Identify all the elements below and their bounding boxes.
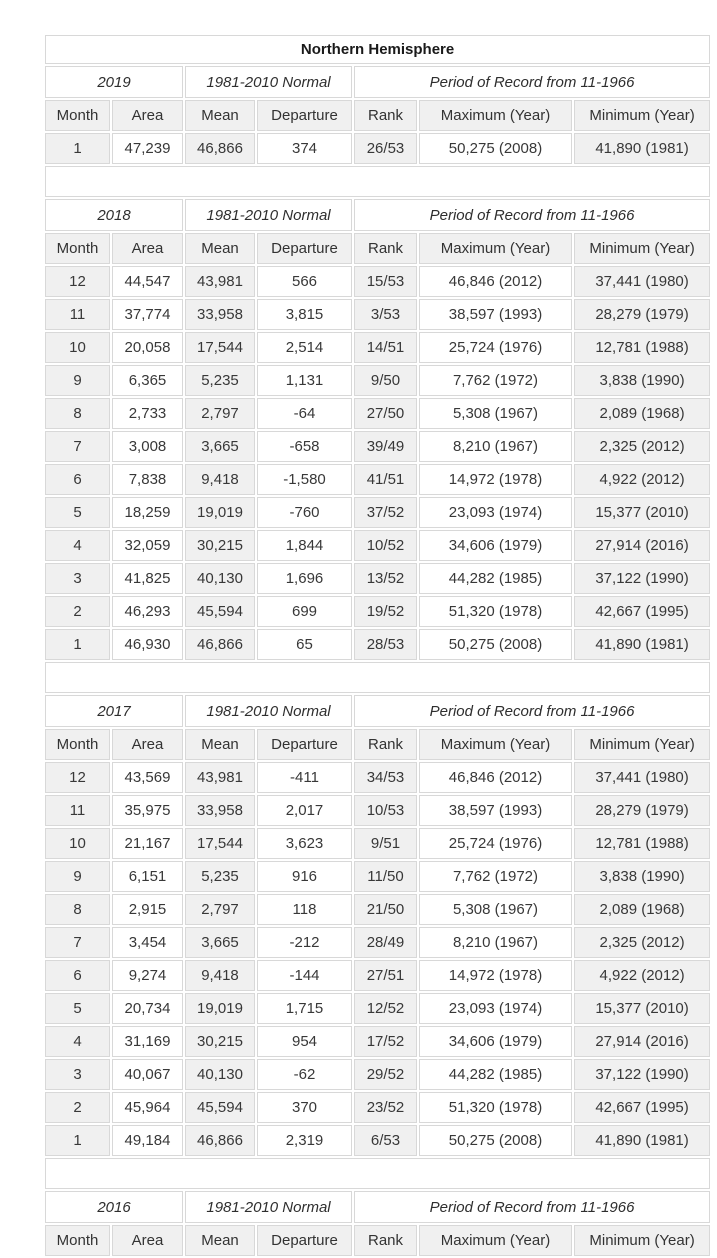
cell-mean: 40,130 [185, 563, 255, 594]
cell-month: 3 [45, 1059, 110, 1090]
cell-area: 45,964 [112, 1092, 183, 1123]
column-header-maximum: Maximum (Year) [419, 1225, 572, 1256]
cell-month: 9 [45, 365, 110, 396]
cell-mean: 3,665 [185, 431, 255, 462]
cell-minimum: 37,441 (1980) [574, 762, 710, 793]
table-row [45, 795, 710, 826]
table-row [45, 1059, 710, 1090]
cell-area: 21,167 [112, 828, 183, 859]
column-header-mean: Mean [185, 729, 255, 760]
cell-rank: 13/52 [354, 563, 417, 594]
cell-month: 12 [45, 266, 110, 297]
table-row [45, 431, 710, 462]
cell-departure: -144 [257, 960, 352, 991]
cell-maximum: 44,282 (1985) [419, 1059, 572, 1090]
cell-maximum: 50,275 (2008) [419, 133, 572, 164]
table-row [45, 563, 710, 594]
cell-month: 12 [45, 762, 110, 793]
cell-minimum: 4,922 (2012) [574, 464, 710, 495]
cell-month: 2 [45, 1092, 110, 1123]
cell-departure: 566 [257, 266, 352, 297]
cell-mean: 17,544 [185, 828, 255, 859]
cell-maximum: 46,846 (2012) [419, 762, 572, 793]
normal-group-header-cell: 1981-2010 Normal [185, 1191, 352, 1223]
column-header-departure: Departure [257, 100, 352, 131]
cell-rank: 23/52 [354, 1092, 417, 1123]
cell-area: 9,274 [112, 960, 183, 991]
cell-minimum: 37,441 (1980) [574, 266, 710, 297]
column-header-mean: Mean [185, 1225, 255, 1256]
cell-maximum: 8,210 (1967) [419, 927, 572, 958]
cell-month: 7 [45, 927, 110, 958]
page-content [43, 33, 717, 1258]
cell-departure: 3,623 [257, 828, 352, 859]
cell-maximum: 5,308 (1967) [419, 894, 572, 925]
cell-month: 5 [45, 497, 110, 528]
column-header-departure: Departure [257, 233, 352, 264]
section-spacer-row [45, 1158, 710, 1189]
snow-cover-table [43, 33, 712, 1258]
cell-maximum: 7,762 (1972) [419, 861, 572, 892]
column-header-row [45, 100, 710, 131]
cell-mean: 33,958 [185, 795, 255, 826]
cell-mean: 2,797 [185, 894, 255, 925]
spacer-cell [45, 662, 710, 693]
cell-minimum: 15,377 (2010) [574, 993, 710, 1024]
period-group-header-cell: Period of Record from 11-1966 [354, 695, 710, 727]
cell-area: 35,975 [112, 795, 183, 826]
cell-rank: 34/53 [354, 762, 417, 793]
cell-area: 18,259 [112, 497, 183, 528]
cell-rank: 28/49 [354, 927, 417, 958]
cell-maximum: 14,972 (1978) [419, 464, 572, 495]
cell-month: 4 [45, 1026, 110, 1057]
column-header-rank: Rank [354, 1225, 417, 1256]
cell-area: 44,547 [112, 266, 183, 297]
page-title: Northern Hemisphere [45, 35, 710, 64]
normal-group-header-cell: 1981-2010 Normal [185, 695, 352, 727]
table-row [45, 1092, 710, 1123]
column-header-area: Area [112, 729, 183, 760]
cell-rank: 11/50 [354, 861, 417, 892]
column-header-minimum: Minimum (Year) [574, 1225, 710, 1256]
column-header-rank: Rank [354, 233, 417, 264]
cell-area: 20,734 [112, 993, 183, 1024]
cell-departure: 2,017 [257, 795, 352, 826]
cell-month: 11 [45, 795, 110, 826]
cell-mean: 40,130 [185, 1059, 255, 1090]
cell-minimum: 37,122 (1990) [574, 563, 710, 594]
cell-month: 1 [45, 1125, 110, 1156]
cell-month: 9 [45, 861, 110, 892]
column-header-mean: Mean [185, 233, 255, 264]
cell-month: 3 [45, 563, 110, 594]
cell-area: 40,067 [112, 1059, 183, 1090]
year-header-cell: 2017 [45, 695, 183, 727]
cell-maximum: 50,275 (2008) [419, 1125, 572, 1156]
cell-area: 31,169 [112, 1026, 183, 1057]
cell-departure: -212 [257, 927, 352, 958]
cell-maximum: 38,597 (1993) [419, 795, 572, 826]
column-header-row [45, 233, 710, 264]
cell-minimum: 3,838 (1990) [574, 861, 710, 892]
cell-rank: 39/49 [354, 431, 417, 462]
cell-month: 8 [45, 398, 110, 429]
column-header-maximum: Maximum (Year) [419, 729, 572, 760]
cell-month: 6 [45, 464, 110, 495]
cell-mean: 3,665 [185, 927, 255, 958]
cell-mean: 30,215 [185, 1026, 255, 1057]
cell-area: 46,930 [112, 629, 183, 660]
cell-maximum: 44,282 (1985) [419, 563, 572, 594]
cell-rank: 10/52 [354, 530, 417, 561]
cell-area: 2,733 [112, 398, 183, 429]
year-header-row [45, 199, 710, 231]
year-header-row [45, 1191, 710, 1223]
table-title-row [45, 35, 710, 64]
column-header-maximum: Maximum (Year) [419, 100, 572, 131]
cell-minimum: 12,781 (1988) [574, 828, 710, 859]
cell-mean: 17,544 [185, 332, 255, 363]
cell-month: 2 [45, 596, 110, 627]
cell-area: 47,239 [112, 133, 183, 164]
cell-month: 1 [45, 133, 110, 164]
column-header-minimum: Minimum (Year) [574, 729, 710, 760]
table-row [45, 299, 710, 330]
cell-rank: 6/53 [354, 1125, 417, 1156]
year-header-cell: 2016 [45, 1191, 183, 1223]
year-header-row [45, 695, 710, 727]
cell-maximum: 34,606 (1979) [419, 530, 572, 561]
column-header-minimum: Minimum (Year) [574, 233, 710, 264]
cell-departure: 954 [257, 1026, 352, 1057]
column-header-area: Area [112, 1225, 183, 1256]
cell-month: 10 [45, 332, 110, 363]
cell-departure: 1,131 [257, 365, 352, 396]
table-row [45, 398, 710, 429]
cell-minimum: 15,377 (2010) [574, 497, 710, 528]
year-header-row [45, 66, 710, 98]
cell-rank: 9/51 [354, 828, 417, 859]
cell-month: 1 [45, 629, 110, 660]
cell-minimum: 41,890 (1981) [574, 133, 710, 164]
section-spacer-row [45, 662, 710, 693]
cell-departure: 1,715 [257, 993, 352, 1024]
period-group-header-cell: Period of Record from 11-1966 [354, 1191, 710, 1223]
cell-rank: 14/51 [354, 332, 417, 363]
cell-area: 41,825 [112, 563, 183, 594]
cell-rank: 10/53 [354, 795, 417, 826]
cell-mean: 46,866 [185, 133, 255, 164]
column-header-minimum: Minimum (Year) [574, 100, 710, 131]
column-header-row [45, 729, 710, 760]
table-row [45, 530, 710, 561]
cell-rank: 9/50 [354, 365, 417, 396]
table-row [45, 629, 710, 660]
cell-minimum: 41,890 (1981) [574, 629, 710, 660]
cell-maximum: 23,093 (1974) [419, 497, 572, 528]
cell-departure: -411 [257, 762, 352, 793]
cell-minimum: 2,325 (2012) [574, 927, 710, 958]
column-header-rank: Rank [354, 100, 417, 131]
cell-minimum: 27,914 (2016) [574, 1026, 710, 1057]
table-row [45, 993, 710, 1024]
cell-area: 3,008 [112, 431, 183, 462]
cell-maximum: 23,093 (1974) [419, 993, 572, 1024]
cell-minimum: 28,279 (1979) [574, 299, 710, 330]
column-header-area: Area [112, 233, 183, 264]
year-header-cell: 2018 [45, 199, 183, 231]
cell-maximum: 7,762 (1972) [419, 365, 572, 396]
cell-minimum: 41,890 (1981) [574, 1125, 710, 1156]
cell-departure: 1,844 [257, 530, 352, 561]
cell-maximum: 14,972 (1978) [419, 960, 572, 991]
cell-minimum: 42,667 (1995) [574, 596, 710, 627]
cell-departure: 916 [257, 861, 352, 892]
table-row [45, 365, 710, 396]
cell-maximum: 46,846 (2012) [419, 266, 572, 297]
cell-month: 6 [45, 960, 110, 991]
table-row [45, 861, 710, 892]
table-row [45, 828, 710, 859]
cell-mean: 9,418 [185, 960, 255, 991]
cell-rank: 37/52 [354, 497, 417, 528]
cell-area: 6,365 [112, 365, 183, 396]
cell-rank: 29/52 [354, 1059, 417, 1090]
cell-departure: -1,580 [257, 464, 352, 495]
period-group-header-cell: Period of Record from 11-1966 [354, 66, 710, 98]
cell-rank: 17/52 [354, 1026, 417, 1057]
year-header-cell: 2019 [45, 66, 183, 98]
section-spacer-row [45, 166, 710, 197]
cell-departure: 118 [257, 894, 352, 925]
cell-area: 7,838 [112, 464, 183, 495]
snow-cover-table-body [45, 35, 710, 1256]
cell-maximum: 5,308 (1967) [419, 398, 572, 429]
cell-mean: 33,958 [185, 299, 255, 330]
table-row [45, 762, 710, 793]
cell-mean: 19,019 [185, 993, 255, 1024]
cell-area: 49,184 [112, 1125, 183, 1156]
cell-minimum: 27,914 (2016) [574, 530, 710, 561]
cell-mean: 43,981 [185, 762, 255, 793]
cell-departure: 699 [257, 596, 352, 627]
column-header-month: Month [45, 233, 110, 264]
cell-maximum: 25,724 (1976) [419, 332, 572, 363]
cell-departure: -658 [257, 431, 352, 462]
cell-departure: 2,319 [257, 1125, 352, 1156]
table-row [45, 332, 710, 363]
normal-group-header-cell: 1981-2010 Normal [185, 66, 352, 98]
cell-maximum: 51,320 (1978) [419, 1092, 572, 1123]
cell-mean: 5,235 [185, 861, 255, 892]
column-header-departure: Departure [257, 1225, 352, 1256]
cell-mean: 30,215 [185, 530, 255, 561]
cell-area: 6,151 [112, 861, 183, 892]
table-row [45, 497, 710, 528]
cell-maximum: 34,606 (1979) [419, 1026, 572, 1057]
cell-departure: -62 [257, 1059, 352, 1090]
cell-rank: 21/50 [354, 894, 417, 925]
column-header-departure: Departure [257, 729, 352, 760]
cell-mean: 45,594 [185, 596, 255, 627]
cell-departure: -760 [257, 497, 352, 528]
column-header-area: Area [112, 100, 183, 131]
cell-rank: 19/52 [354, 596, 417, 627]
cell-month: 7 [45, 431, 110, 462]
cell-mean: 46,866 [185, 1125, 255, 1156]
table-row [45, 1125, 710, 1156]
spacer-cell [45, 166, 710, 197]
column-header-rank: Rank [354, 729, 417, 760]
cell-maximum: 8,210 (1967) [419, 431, 572, 462]
cell-rank: 26/53 [354, 133, 417, 164]
cell-rank: 27/51 [354, 960, 417, 991]
cell-rank: 28/53 [354, 629, 417, 660]
table-row [45, 133, 710, 164]
cell-month: 11 [45, 299, 110, 330]
cell-mean: 5,235 [185, 365, 255, 396]
cell-area: 3,454 [112, 927, 183, 958]
cell-minimum: 2,325 (2012) [574, 431, 710, 462]
table-row [45, 596, 710, 627]
column-header-mean: Mean [185, 100, 255, 131]
cell-month: 4 [45, 530, 110, 561]
cell-minimum: 12,781 (1988) [574, 332, 710, 363]
cell-mean: 43,981 [185, 266, 255, 297]
period-group-header-cell: Period of Record from 11-1966 [354, 199, 710, 231]
column-header-month: Month [45, 1225, 110, 1256]
table-row [45, 464, 710, 495]
cell-rank: 12/52 [354, 993, 417, 1024]
cell-minimum: 42,667 (1995) [574, 1092, 710, 1123]
cell-minimum: 28,279 (1979) [574, 795, 710, 826]
spacer-cell [45, 1158, 710, 1189]
cell-departure: 370 [257, 1092, 352, 1123]
cell-area: 2,915 [112, 894, 183, 925]
cell-rank: 3/53 [354, 299, 417, 330]
column-header-month: Month [45, 100, 110, 131]
cell-maximum: 51,320 (1978) [419, 596, 572, 627]
cell-area: 37,774 [112, 299, 183, 330]
cell-mean: 45,594 [185, 1092, 255, 1123]
cell-minimum: 3,838 (1990) [574, 365, 710, 396]
normal-group-header-cell: 1981-2010 Normal [185, 199, 352, 231]
table-row [45, 927, 710, 958]
cell-maximum: 50,275 (2008) [419, 629, 572, 660]
cell-mean: 46,866 [185, 629, 255, 660]
cell-departure: 1,696 [257, 563, 352, 594]
cell-area: 43,569 [112, 762, 183, 793]
table-row [45, 266, 710, 297]
table-row [45, 1026, 710, 1057]
cell-area: 20,058 [112, 332, 183, 363]
table-row [45, 894, 710, 925]
cell-rank: 41/51 [354, 464, 417, 495]
column-header-month: Month [45, 729, 110, 760]
cell-maximum: 38,597 (1993) [419, 299, 572, 330]
cell-mean: 2,797 [185, 398, 255, 429]
cell-mean: 9,418 [185, 464, 255, 495]
cell-mean: 19,019 [185, 497, 255, 528]
cell-minimum: 37,122 (1990) [574, 1059, 710, 1090]
cell-maximum: 25,724 (1976) [419, 828, 572, 859]
cell-area: 46,293 [112, 596, 183, 627]
cell-month: 8 [45, 894, 110, 925]
cell-month: 10 [45, 828, 110, 859]
cell-departure: 2,514 [257, 332, 352, 363]
table-row [45, 960, 710, 991]
cell-month: 5 [45, 993, 110, 1024]
cell-minimum: 4,922 (2012) [574, 960, 710, 991]
cell-departure: 374 [257, 133, 352, 164]
cell-departure: 65 [257, 629, 352, 660]
cell-departure: -64 [257, 398, 352, 429]
cell-rank: 27/50 [354, 398, 417, 429]
column-header-maximum: Maximum (Year) [419, 233, 572, 264]
cell-minimum: 2,089 (1968) [574, 894, 710, 925]
cell-area: 32,059 [112, 530, 183, 561]
cell-departure: 3,815 [257, 299, 352, 330]
column-header-row [45, 1225, 710, 1256]
cell-rank: 15/53 [354, 266, 417, 297]
cell-minimum: 2,089 (1968) [574, 398, 710, 429]
